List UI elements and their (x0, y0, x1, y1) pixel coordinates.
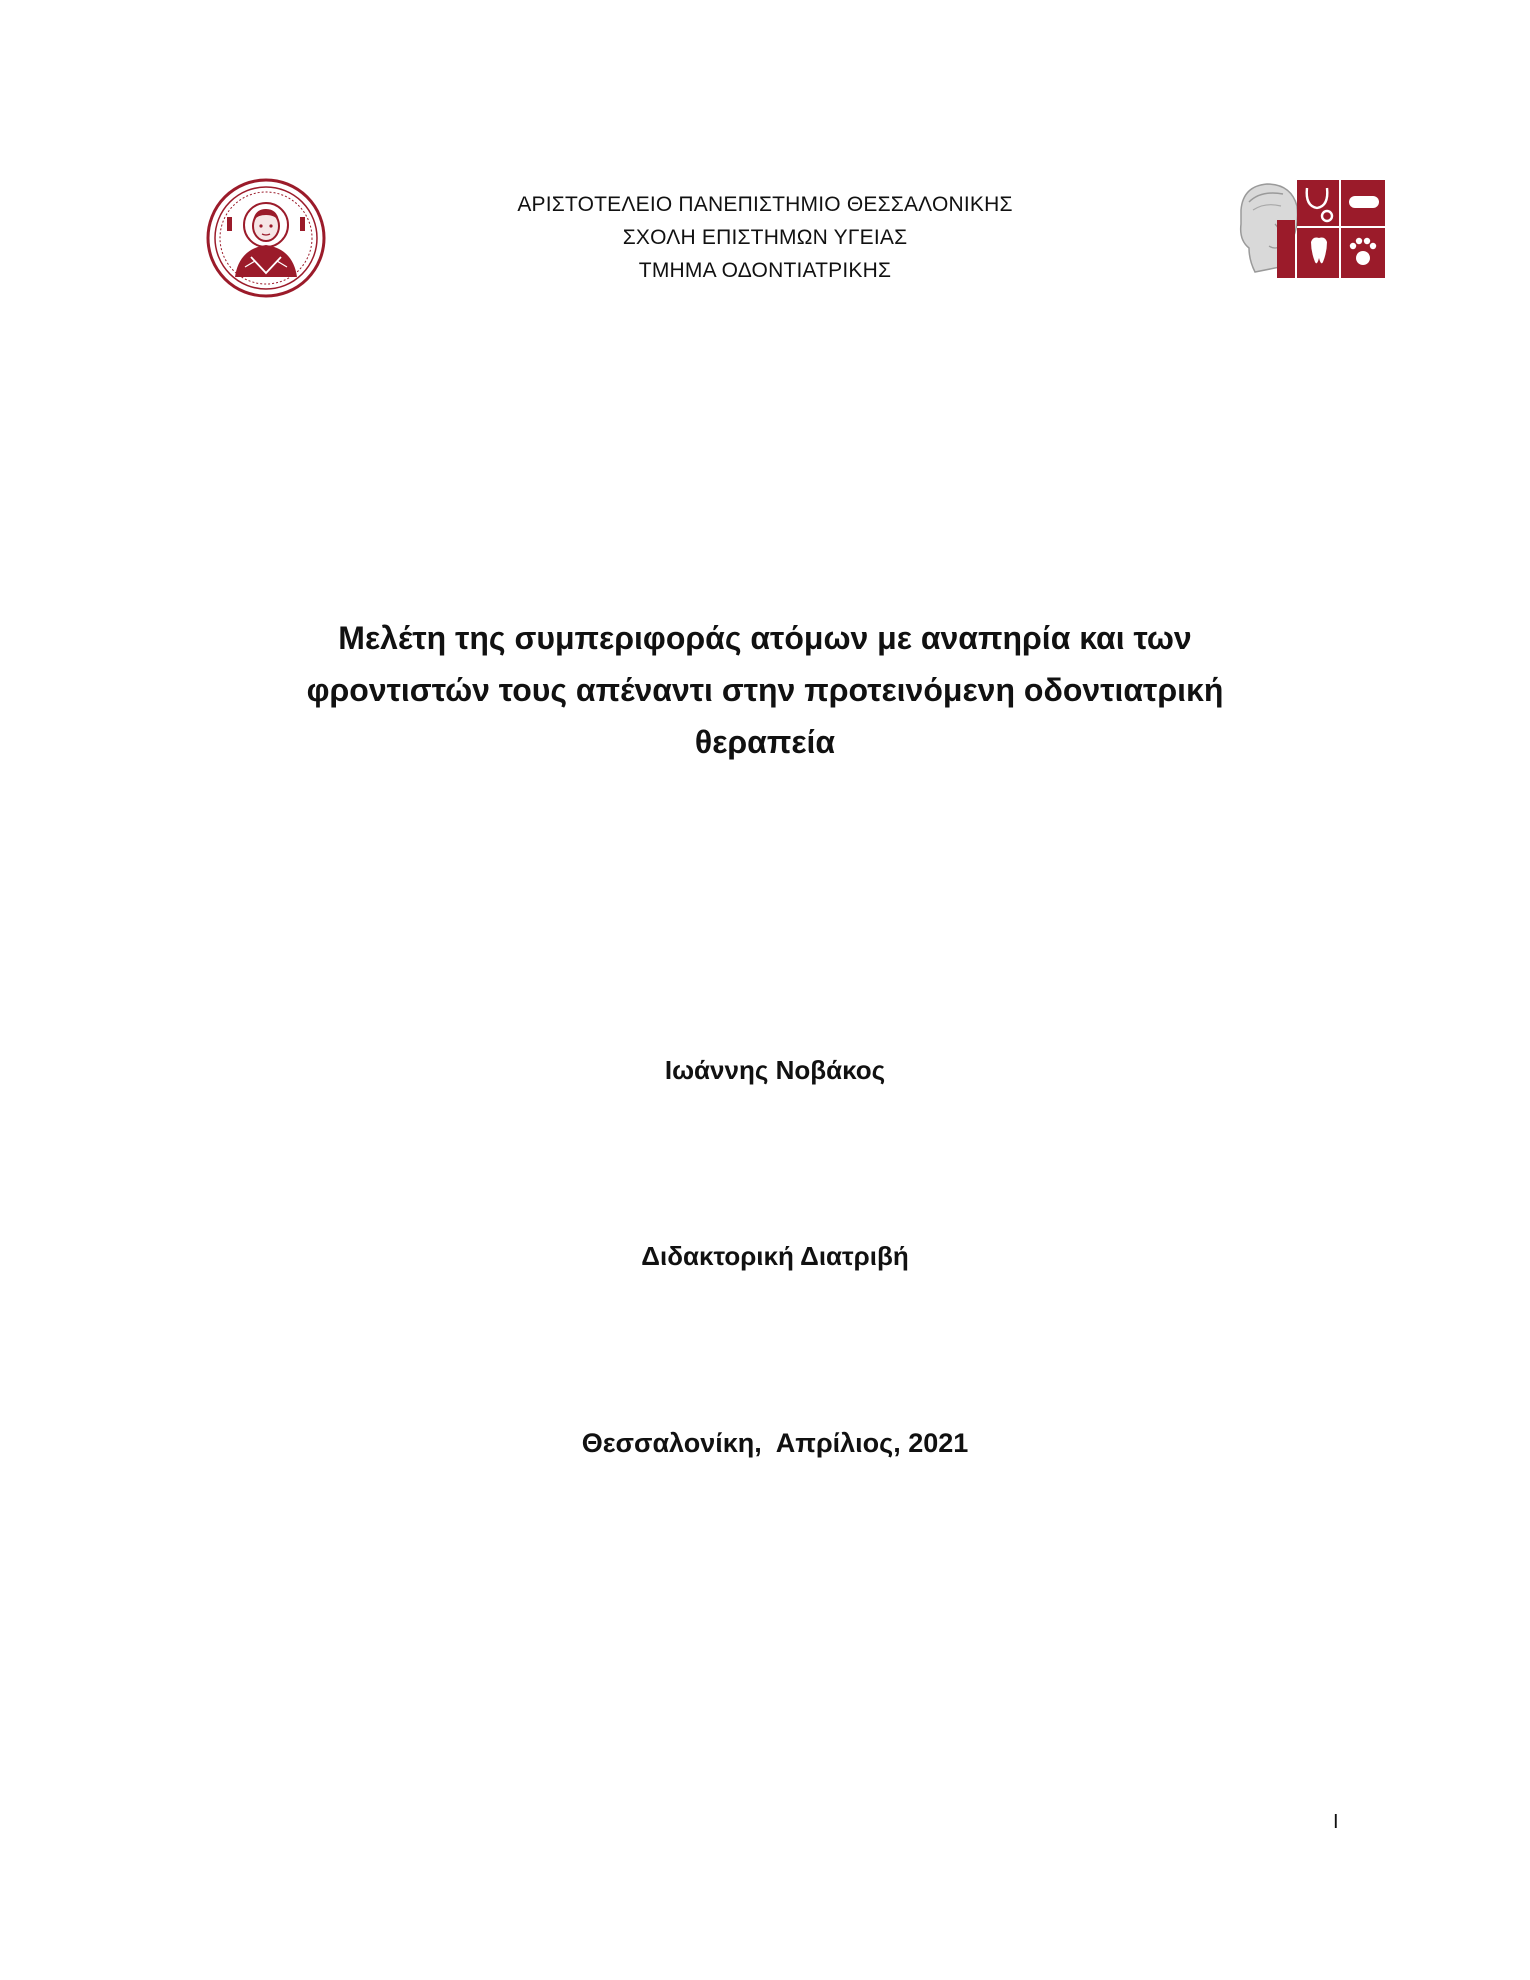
place-and-date: Θεσσαλονίκη, Απρίλιος, 2021 (581, 1428, 969, 1458)
thesis-title-line-2: φροντιστών τους απέναντι στην προτεινόμενη οδοντιατρική (306, 672, 1224, 708)
thesis-title-line-3: θεραπεία (694, 724, 836, 760)
school-name: ΣΧΟΛΗ ΕΠΙΣΤΗΜΩΝ ΥΓΕΙΑΣ (622, 226, 908, 249)
university-seal-icon (205, 177, 327, 299)
page-number: I (1333, 1811, 1339, 1833)
thesis-title-line-1: Μελέτη της συμπεριφοράς ατόμων με αναπηρία και των (338, 620, 1192, 656)
faculty-logo-icon (1235, 180, 1385, 278)
university-name: ΑΡΙΣΤΟΤΕΛΕΙΟ ΠΑΝΕΠΙΣΤΗΜΙΟ ΘΕΣΣΑΛΟΝΙΚΗΣ (517, 193, 1013, 216)
department-name: ΤΜΗΜΑ ΟΔΟΝΤΙΑΤΡΙΚΗΣ (638, 259, 892, 282)
thesis-title (240, 612, 1290, 768)
author-name: Ιωάννης Νοβάκος (664, 1055, 886, 1085)
institution-header (430, 188, 1100, 287)
thesis-type: Διδακτορική Διατριβή (641, 1241, 909, 1271)
